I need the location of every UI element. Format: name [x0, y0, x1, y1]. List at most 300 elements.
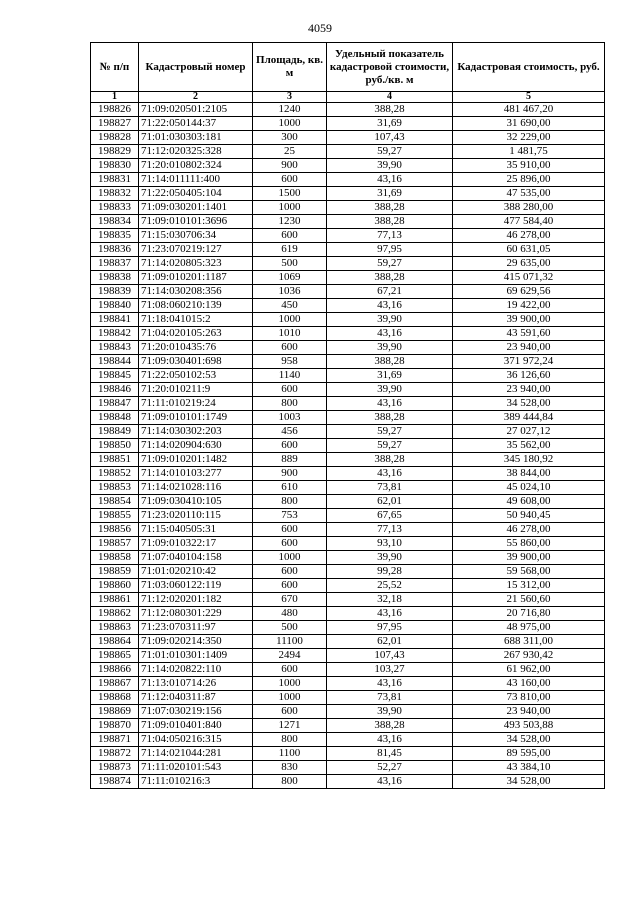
area: 1000: [253, 201, 327, 215]
row-index: 198841: [91, 313, 139, 327]
cadastral-value: 23 940,00: [453, 705, 605, 719]
row-index: 198827: [91, 117, 139, 131]
cadastral-value: 39 900,00: [453, 313, 605, 327]
row-index: 198867: [91, 677, 139, 691]
area: 670: [253, 593, 327, 607]
row-index: 198870: [91, 719, 139, 733]
cadastral-value: 34 528,00: [453, 397, 605, 411]
table-row: [91, 215, 605, 229]
table-row: [91, 677, 605, 691]
cadastral-number: 71:04:020105:263: [139, 327, 253, 341]
cadastral-number: 71:20:010211:9: [139, 383, 253, 397]
cadastral-value: 371 972,24: [453, 355, 605, 369]
area: 600: [253, 229, 327, 243]
area: 800: [253, 733, 327, 747]
row-index: 198862: [91, 607, 139, 621]
row-index: 198839: [91, 285, 139, 299]
table-row: [91, 495, 605, 509]
unit-value: 388,28: [327, 215, 453, 229]
unit-value: 388,28: [327, 103, 453, 117]
column-number: 5: [453, 92, 605, 103]
row-index: 198858: [91, 551, 139, 565]
unit-value: 59,27: [327, 425, 453, 439]
area: 300: [253, 131, 327, 145]
unit-value: 388,28: [327, 411, 453, 425]
area: 1500: [253, 187, 327, 201]
unit-value: 73,81: [327, 691, 453, 705]
cadastral-number: 71:07:040104:158: [139, 551, 253, 565]
table-row: [91, 159, 605, 173]
area: 1100: [253, 747, 327, 761]
row-index: 198861: [91, 593, 139, 607]
area: 1000: [253, 117, 327, 131]
unit-value: 59,27: [327, 145, 453, 159]
cadastral-number: 71:09:030201:1401: [139, 201, 253, 215]
row-index: 198852: [91, 467, 139, 481]
area: 1036: [253, 285, 327, 299]
area: 600: [253, 383, 327, 397]
row-index: 198843: [91, 341, 139, 355]
table-row: [91, 425, 605, 439]
unit-value: 43,16: [327, 733, 453, 747]
cadastral-value: 48 975,00: [453, 621, 605, 635]
table-row: [91, 453, 605, 467]
header-index: № п/п: [91, 43, 139, 92]
row-index: 198833: [91, 201, 139, 215]
area: 450: [253, 299, 327, 313]
cadastral-value: 61 962,00: [453, 663, 605, 677]
unit-value: 39,90: [327, 705, 453, 719]
table-row: [91, 635, 605, 649]
cadastral-number: 71:12:020325:328: [139, 145, 253, 159]
unit-value: 59,27: [327, 257, 453, 271]
unit-value: 39,90: [327, 383, 453, 397]
area: 600: [253, 579, 327, 593]
unit-value: 59,27: [327, 439, 453, 453]
cadastral-value: 73 810,00: [453, 691, 605, 705]
table-row: [91, 173, 605, 187]
row-index: 198842: [91, 327, 139, 341]
cadastral-value: 36 126,60: [453, 369, 605, 383]
area: 900: [253, 159, 327, 173]
cadastral-value: 35 910,00: [453, 159, 605, 173]
table-row: [91, 705, 605, 719]
cadastral-number: 71:09:030401:698: [139, 355, 253, 369]
area: 800: [253, 775, 327, 789]
cadastral-value: 1 481,75: [453, 145, 605, 159]
unit-value: 62,01: [327, 495, 453, 509]
area: 600: [253, 173, 327, 187]
cadastral-number: 71:09:010201:1187: [139, 271, 253, 285]
area: 800: [253, 495, 327, 509]
table-row: [91, 719, 605, 733]
cadastral-value: 31 690,00: [453, 117, 605, 131]
table-row: [91, 341, 605, 355]
unit-value: 107,43: [327, 649, 453, 663]
area: 600: [253, 565, 327, 579]
unit-value: 43,16: [327, 327, 453, 341]
cadastral-number: 71:09:010201:1482: [139, 453, 253, 467]
unit-value: 388,28: [327, 453, 453, 467]
cadastral-value: 49 608,00: [453, 495, 605, 509]
cadastral-number: 71:22:050102:53: [139, 369, 253, 383]
cadastral-value: 55 860,00: [453, 537, 605, 551]
unit-value: 67,21: [327, 285, 453, 299]
header-row: [91, 43, 605, 92]
unit-value: 43,16: [327, 677, 453, 691]
cadastral-value: 60 631,05: [453, 243, 605, 257]
column-number: 2: [139, 92, 253, 103]
area: 1069: [253, 271, 327, 285]
row-index: 198851: [91, 453, 139, 467]
table-row: [91, 383, 605, 397]
unit-value: 103,27: [327, 663, 453, 677]
unit-value: 43,16: [327, 397, 453, 411]
table-row: [91, 131, 605, 145]
cadastral-number: 71:03:060122:119: [139, 579, 253, 593]
row-index: 198868: [91, 691, 139, 705]
area: 600: [253, 537, 327, 551]
cadastral-value: 688 311,00: [453, 635, 605, 649]
area: 1140: [253, 369, 327, 383]
row-index: 198826: [91, 103, 139, 117]
row-index: 198856: [91, 523, 139, 537]
cadastral-number: 71:01:010301:1409: [139, 649, 253, 663]
cadastral-number: 71:13:010714:26: [139, 677, 253, 691]
table-row: [91, 775, 605, 789]
cadastral-number: 71:07:030219:156: [139, 705, 253, 719]
cadastral-value: 46 278,00: [453, 523, 605, 537]
table-row: [91, 481, 605, 495]
cadastral-value: 43 160,00: [453, 677, 605, 691]
area: 2494: [253, 649, 327, 663]
cadastral-value: 25 896,00: [453, 173, 605, 187]
cadastral-number: 71:22:050144:37: [139, 117, 253, 131]
cadastral-value: 415 071,32: [453, 271, 605, 285]
row-index: 198863: [91, 621, 139, 635]
table-row: [91, 397, 605, 411]
unit-value: 67,65: [327, 509, 453, 523]
unit-value: 25,52: [327, 579, 453, 593]
unit-value: 31,69: [327, 369, 453, 383]
cadastral-number: 71:20:010802:324: [139, 159, 253, 173]
cadastral-value: 43 591,60: [453, 327, 605, 341]
area: 1003: [253, 411, 327, 425]
row-index: 198829: [91, 145, 139, 159]
cadastral-number: 71:14:021044:281: [139, 747, 253, 761]
cadastral-number: 71:14:020822:110: [139, 663, 253, 677]
area: 500: [253, 621, 327, 635]
table-row: [91, 621, 605, 635]
table-row: [91, 663, 605, 677]
area: 1000: [253, 313, 327, 327]
unit-value: 43,16: [327, 299, 453, 313]
area: 25: [253, 145, 327, 159]
row-index: 198874: [91, 775, 139, 789]
page-number: 4059: [308, 21, 332, 35]
table-row: [91, 439, 605, 453]
cadastral-number: 71:14:021028:116: [139, 481, 253, 495]
unit-value: 97,95: [327, 243, 453, 257]
column-number: 3: [253, 92, 327, 103]
cadastral-number: 71:09:010322:17: [139, 537, 253, 551]
cadastral-value: 34 528,00: [453, 733, 605, 747]
table-row: [91, 285, 605, 299]
table-body: [91, 103, 605, 789]
area: 610: [253, 481, 327, 495]
row-index: 198869: [91, 705, 139, 719]
cadastral-number: 71:14:011111:400: [139, 173, 253, 187]
cadastral-number: 71:14:010103:277: [139, 467, 253, 481]
cadastral-value: 39 900,00: [453, 551, 605, 565]
table-row: [91, 649, 605, 663]
unit-value: 39,90: [327, 551, 453, 565]
area: 600: [253, 439, 327, 453]
row-index: 198857: [91, 537, 139, 551]
unit-value: 39,90: [327, 159, 453, 173]
cadastral-value: 45 024,10: [453, 481, 605, 495]
cadastral-value: 21 560,60: [453, 593, 605, 607]
table-row: [91, 565, 605, 579]
area: 480: [253, 607, 327, 621]
unit-value: 77,13: [327, 229, 453, 243]
table-row: [91, 299, 605, 313]
row-index: 198849: [91, 425, 139, 439]
unit-value: 388,28: [327, 355, 453, 369]
area: 600: [253, 705, 327, 719]
cadastral-number: 71:23:070311:97: [139, 621, 253, 635]
unit-value: 97,95: [327, 621, 453, 635]
area: 1271: [253, 719, 327, 733]
unit-value: 31,69: [327, 117, 453, 131]
area: 1240: [253, 103, 327, 117]
unit-value: 43,16: [327, 467, 453, 481]
cadastral-value: 38 844,00: [453, 467, 605, 481]
cadastral-value: 481 467,20: [453, 103, 605, 117]
area: 1010: [253, 327, 327, 341]
cadastral-number: 71:01:020210:42: [139, 565, 253, 579]
unit-value: 107,43: [327, 131, 453, 145]
row-index: 198871: [91, 733, 139, 747]
area: 1230: [253, 215, 327, 229]
area: 1000: [253, 691, 327, 705]
cadastral-number: 71:09:010401:840: [139, 719, 253, 733]
cadastral-number: 71:01:030303:181: [139, 131, 253, 145]
unit-value: 388,28: [327, 719, 453, 733]
cadastral-number: 71:18:041015:2: [139, 313, 253, 327]
cadastral-number: 71:14:020805:323: [139, 257, 253, 271]
table-row: [91, 369, 605, 383]
row-index: 198840: [91, 299, 139, 313]
table-row: [91, 523, 605, 537]
unit-value: 43,16: [327, 173, 453, 187]
cadastral-number: 71:04:050216:315: [139, 733, 253, 747]
cadastral-number: 71:11:010216:3: [139, 775, 253, 789]
header-area: Площадь, кв. м: [253, 43, 327, 92]
row-index: 198855: [91, 509, 139, 523]
cadastral-number: 71:09:020214:350: [139, 635, 253, 649]
table-row: [91, 761, 605, 775]
unit-value: 39,90: [327, 313, 453, 327]
unit-value: 77,13: [327, 523, 453, 537]
cadastral-number: 71:11:010219:24: [139, 397, 253, 411]
table-row: [91, 467, 605, 481]
cadastral-number: 71:23:020110:115: [139, 509, 253, 523]
cadastral-number: 71:12:020201:182: [139, 593, 253, 607]
unit-value: 39,90: [327, 341, 453, 355]
cadastral-value: 345 180,92: [453, 453, 605, 467]
unit-value: 62,01: [327, 635, 453, 649]
table-row: [91, 733, 605, 747]
row-index: 198832: [91, 187, 139, 201]
cadastral-value: 34 528,00: [453, 775, 605, 789]
cadastral-value: 43 384,10: [453, 761, 605, 775]
row-index: 198864: [91, 635, 139, 649]
area: 900: [253, 467, 327, 481]
cadastral-value: 19 422,00: [453, 299, 605, 313]
area: 11100: [253, 635, 327, 649]
cadastral-value: 89 595,00: [453, 747, 605, 761]
unit-value: 81,45: [327, 747, 453, 761]
header-unit-value: Удельный показатель кадастровой стоимости, руб./кв. м: [327, 43, 453, 92]
cadastral-value: 388 280,00: [453, 201, 605, 215]
table-row: [91, 355, 605, 369]
area: 958: [253, 355, 327, 369]
cadastral-value: 35 562,00: [453, 439, 605, 453]
cadastral-value: 50 940,45: [453, 509, 605, 523]
row-index: 198845: [91, 369, 139, 383]
table-row: [91, 271, 605, 285]
row-index: 198828: [91, 131, 139, 145]
row-index: 198834: [91, 215, 139, 229]
row-index: 198853: [91, 481, 139, 495]
area: 889: [253, 453, 327, 467]
table-row: [91, 257, 605, 271]
cadastral-table: [90, 42, 605, 789]
table-row: [91, 551, 605, 565]
cadastral-value: 20 716,80: [453, 607, 605, 621]
cadastral-value: 267 930,42: [453, 649, 605, 663]
header-cadastral-number: Кадастровый номер: [139, 43, 253, 92]
area: 753: [253, 509, 327, 523]
cadastral-number: 71:15:030706:34: [139, 229, 253, 243]
area: 456: [253, 425, 327, 439]
area: 1000: [253, 551, 327, 565]
unit-value: 43,16: [327, 607, 453, 621]
cadastral-number: 71:12:080301:229: [139, 607, 253, 621]
cadastral-value: 23 940,00: [453, 341, 605, 355]
cadastral-number: 71:14:030208:356: [139, 285, 253, 299]
cadastral-number: 71:09:030410:105: [139, 495, 253, 509]
table-row: [91, 313, 605, 327]
table-row: [91, 117, 605, 131]
unit-value: 52,27: [327, 761, 453, 775]
row-index: 198850: [91, 439, 139, 453]
row-index: 198837: [91, 257, 139, 271]
cadastral-value: 15 312,00: [453, 579, 605, 593]
header-cadastral-value: Кадастровая стоимость, руб.: [453, 43, 605, 92]
unit-value: 99,28: [327, 565, 453, 579]
row-index: 198846: [91, 383, 139, 397]
unit-value: 388,28: [327, 271, 453, 285]
table-row: [91, 579, 605, 593]
table-row: [91, 607, 605, 621]
unit-value: 73,81: [327, 481, 453, 495]
cadastral-number: 71:09:010101:1749: [139, 411, 253, 425]
row-index: 198859: [91, 565, 139, 579]
area: 1000: [253, 677, 327, 691]
area: 600: [253, 341, 327, 355]
cadastral-number: 71:08:060210:139: [139, 299, 253, 313]
cadastral-number: 71:12:040311:87: [139, 691, 253, 705]
cadastral-value: 69 629,56: [453, 285, 605, 299]
table-row: [91, 537, 605, 551]
cadastral-number: 71:15:040505:31: [139, 523, 253, 537]
unit-value: 43,16: [327, 775, 453, 789]
cadastral-number: 71:23:070219:127: [139, 243, 253, 257]
column-number: 4: [327, 92, 453, 103]
cadastral-number: 71:09:020501:2105: [139, 103, 253, 117]
cadastral-value: 389 444,84: [453, 411, 605, 425]
area: 619: [253, 243, 327, 257]
table-row: [91, 201, 605, 215]
table-row: [91, 243, 605, 257]
row-index: 198831: [91, 173, 139, 187]
table-row: [91, 747, 605, 761]
unit-value: 32,18: [327, 593, 453, 607]
row-index: 198872: [91, 747, 139, 761]
table-row: [91, 103, 605, 117]
row-index: 198835: [91, 229, 139, 243]
column-numbers-row: [91, 92, 605, 103]
row-index: 198836: [91, 243, 139, 257]
table-row: [91, 327, 605, 341]
area: 830: [253, 761, 327, 775]
area: 600: [253, 663, 327, 677]
row-index: 198865: [91, 649, 139, 663]
table-row: [91, 411, 605, 425]
cadastral-number: 71:20:010435:76: [139, 341, 253, 355]
row-index: 198838: [91, 271, 139, 285]
table-row: [91, 229, 605, 243]
row-index: 198844: [91, 355, 139, 369]
table-row: [91, 145, 605, 159]
area: 800: [253, 397, 327, 411]
cadastral-number: 71:14:030302:203: [139, 425, 253, 439]
cadastral-value: 493 503,88: [453, 719, 605, 733]
table-row: [91, 691, 605, 705]
table-row: [91, 593, 605, 607]
row-index: 198848: [91, 411, 139, 425]
cadastral-value: 23 940,00: [453, 383, 605, 397]
column-number: 1: [91, 92, 139, 103]
row-index: 198830: [91, 159, 139, 173]
table-row: [91, 509, 605, 523]
table-row: [91, 187, 605, 201]
cadastral-value: 27 027,12: [453, 425, 605, 439]
cadastral-number: 71:11:020101:543: [139, 761, 253, 775]
row-index: 198873: [91, 761, 139, 775]
cadastral-value: 477 584,40: [453, 215, 605, 229]
unit-value: 31,69: [327, 187, 453, 201]
cadastral-value: 32 229,00: [453, 131, 605, 145]
unit-value: 388,28: [327, 201, 453, 215]
row-index: 198854: [91, 495, 139, 509]
area: 600: [253, 523, 327, 537]
row-index: 198847: [91, 397, 139, 411]
cadastral-value: 47 535,00: [453, 187, 605, 201]
cadastral-number: 71:14:020904:630: [139, 439, 253, 453]
